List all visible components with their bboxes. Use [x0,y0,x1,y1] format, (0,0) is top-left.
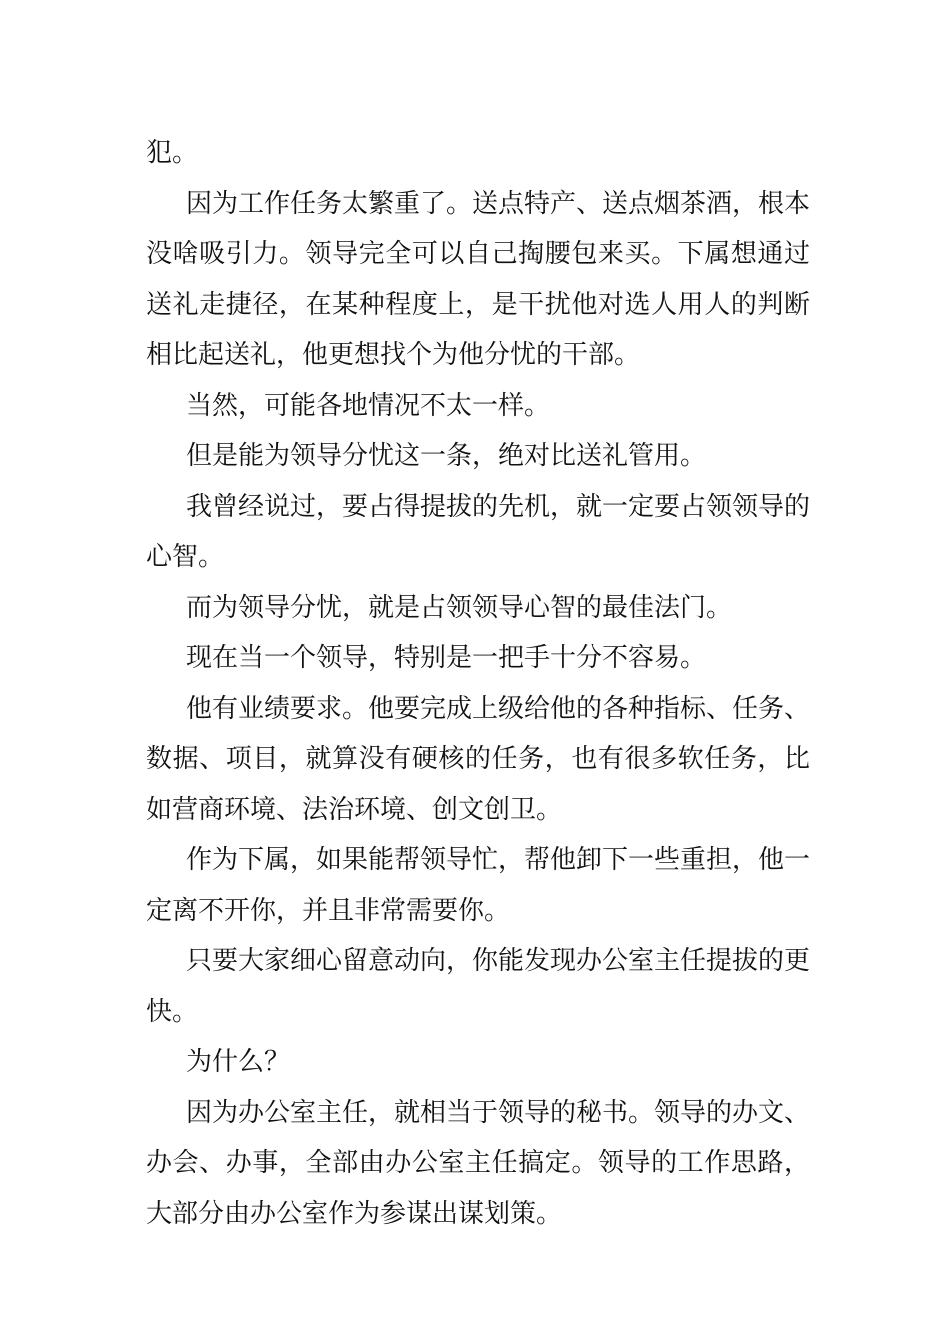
paragraph-6: 而为领导分忧，就是占领领导心智的最佳法门。 [186,592,733,623]
paragraph-3: 当然，可能各地情况不太一样。 [186,390,551,421]
paragraph-5: 我曾经说过，要占得提拔的先机，就一定要占领领导的心智。 [146,491,811,572]
paragraph-9: 作为下属，如果能帮领导忙，帮他卸下一些重担，他一定离不开你，并且非常需要你。 [146,845,811,926]
paragraph-7: 现在当一个领导，特别是一把手十分不容易。 [186,643,707,673]
paragraph-10: 只要大家细心留意动向，你能发现办公室主任提拔的更快。 [146,946,811,1027]
paragraph-11: 为什么？ [186,1047,291,1077]
paragraph-8: 他有业绩要求。他要完成上级给他的各种指标、任务、数据、项目，就算没有硬核的任务，也有很多软任务，比如营商环境、法治环境、创文创卫。 [146,693,811,825]
document-body [146,128,810,1239]
paragraph-1: 犯。 [146,138,199,168]
paragraph-12: 因为办公室主任，就相当于领导的秘书。领导的办文、办会、办事，全部由办公室主任搞定。领导的工作思路，大部分由办公室作为参谋出谋划策。 [146,1097,811,1229]
paragraph-4: 但是能为领导分忧这一条，绝对比送礼管用。 [186,441,707,471]
paragraph-2: 因为工作任务太繁重了。送点特产、送点烟茶酒，根本没啥吸引力。领导完全可以自己掏腰包来买。下属想通过送礼走捷径，在某种程度上，是干扰他对选人用人的判断相比起送礼，他更想找个为他分忧的干部。 [146,188,811,370]
